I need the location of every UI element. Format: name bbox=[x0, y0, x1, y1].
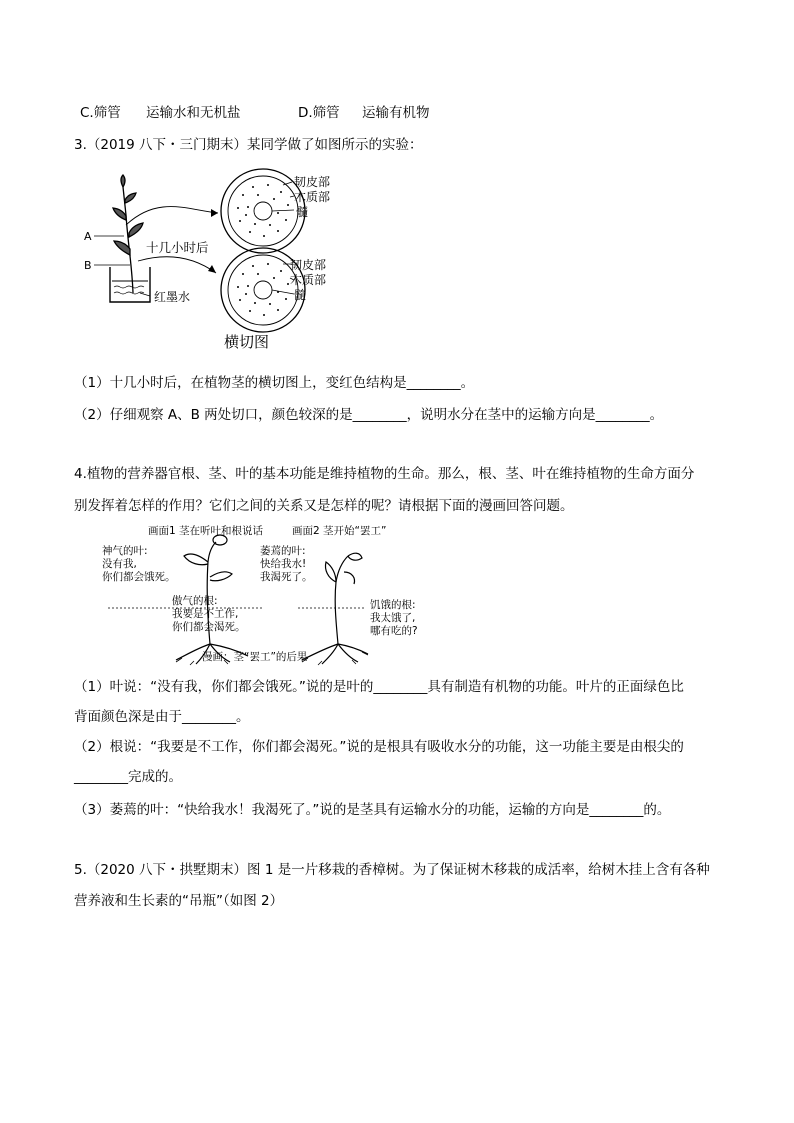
option-d-label: D.筛管 bbox=[298, 105, 340, 121]
q3-stem: 3.（2019 八下・三门期末）某同学做了如图所示的实验： bbox=[74, 137, 423, 153]
option-d-text: 运输有机物 bbox=[362, 105, 430, 121]
comic-plant2-icon bbox=[298, 553, 368, 665]
ink-label: 红墨水 bbox=[154, 290, 191, 304]
root2-line3: 哪有吃的? bbox=[370, 625, 418, 637]
upper-label-xylem: 木质部 bbox=[294, 190, 331, 204]
option-c-label: C.筛管 bbox=[80, 105, 121, 121]
q4-sub1-line1: （1）叶说：“没有我，你们都会饿死。”说的是叶的________具有制造有机物的功能。叶片的正面绿色比 bbox=[74, 679, 684, 695]
leaf2-line1: 萎蔫的叶: bbox=[260, 545, 306, 557]
beaker-icon bbox=[110, 267, 150, 302]
q4-stem-line1: 4.植物的营养器官根、茎、叶的基本功能是维持植物的生命。那么，根、茎、叶在维持植物的生命方面分 bbox=[74, 466, 695, 482]
lower-label-pith: 髓 bbox=[294, 288, 307, 302]
q3-experiment-figure bbox=[78, 165, 368, 355]
q4-sub1-line2: 背面颜色深是由于________。 bbox=[74, 709, 250, 725]
q4-sub3: （3）萎蔫的叶：“快给我水！我渴死了。”说的是茎具有运输水分的功能，运输的方向是________的。 bbox=[74, 802, 671, 818]
leaf1-line3: 你们都会饿死。 bbox=[102, 571, 176, 583]
q4-comic bbox=[98, 522, 438, 666]
lower-label-xylem: 木质部 bbox=[290, 273, 327, 287]
leaf2-line3: 我渴死了。 bbox=[260, 571, 313, 583]
figure-caption: 横切图 bbox=[224, 333, 270, 351]
option-c-text: 运输水和无机盐 bbox=[146, 105, 241, 121]
q5-line2: 营养液和生长素的“吊瓶”（如图 2） bbox=[74, 893, 284, 909]
root1-line1: 傲气的根: bbox=[172, 595, 218, 607]
leaf2-line2: 快给我水! bbox=[260, 558, 307, 570]
plant-icon bbox=[113, 175, 143, 293]
upper-label-phloem: 韧皮部 bbox=[294, 175, 331, 189]
q4-stem-line2: 别发挥着怎样的作用？它们之间的关系又是怎样的呢？请根据下面的漫画回答问题。 bbox=[74, 498, 574, 514]
q5-line1: 5.（2020 八下・拱墅期末）图 1 是一片移栽的香樟树。为了保证树木移栽的成活率，给树木挂上含有各种 bbox=[74, 862, 710, 878]
root2-line2: 我太饿了, bbox=[370, 612, 416, 624]
arrow-upper bbox=[126, 207, 218, 225]
panel1-title: 画面1 茎在听叶和根说话 bbox=[148, 525, 264, 537]
panel2-title: 画面2 茎开始“罢工” bbox=[292, 525, 387, 537]
label-b: B bbox=[84, 259, 92, 272]
q3-sub2: （2）仔细观察 A、B 两处切口，颜色较深的是________，说明水分在茎中的运输方向是________。 bbox=[74, 407, 664, 423]
root1-line3: 你们都会渴死。 bbox=[172, 621, 246, 633]
leaf1-line1: 神气的叶: bbox=[102, 545, 148, 557]
q4-sub2-line1: （2）根说：“我要是不工作，你们都会渴死。”说的是根具有吸收水分的功能，这一功能主要是由根尖的 bbox=[74, 739, 684, 755]
root1-line2: 我要是不工作, bbox=[172, 608, 239, 620]
cross-section-lower bbox=[221, 248, 326, 332]
cross-section-upper bbox=[221, 169, 330, 253]
q3-sub1: （1）十几小时后，在植物茎的横切图上，变红色结构是________。 bbox=[74, 375, 475, 391]
comic-caption: 漫画：茎“罢工”的后果 bbox=[202, 651, 308, 663]
time-label: 十几小时后 bbox=[146, 240, 209, 255]
label-a: A bbox=[84, 230, 92, 243]
q4-sub2-line2: ________完成的。 bbox=[74, 769, 182, 785]
upper-label-pith: 髓 bbox=[296, 205, 309, 219]
leaf1-line2: 没有我, bbox=[102, 558, 137, 570]
lower-label-phloem: 韧皮部 bbox=[290, 258, 327, 272]
root2-line1: 饥饿的根: bbox=[370, 599, 416, 611]
